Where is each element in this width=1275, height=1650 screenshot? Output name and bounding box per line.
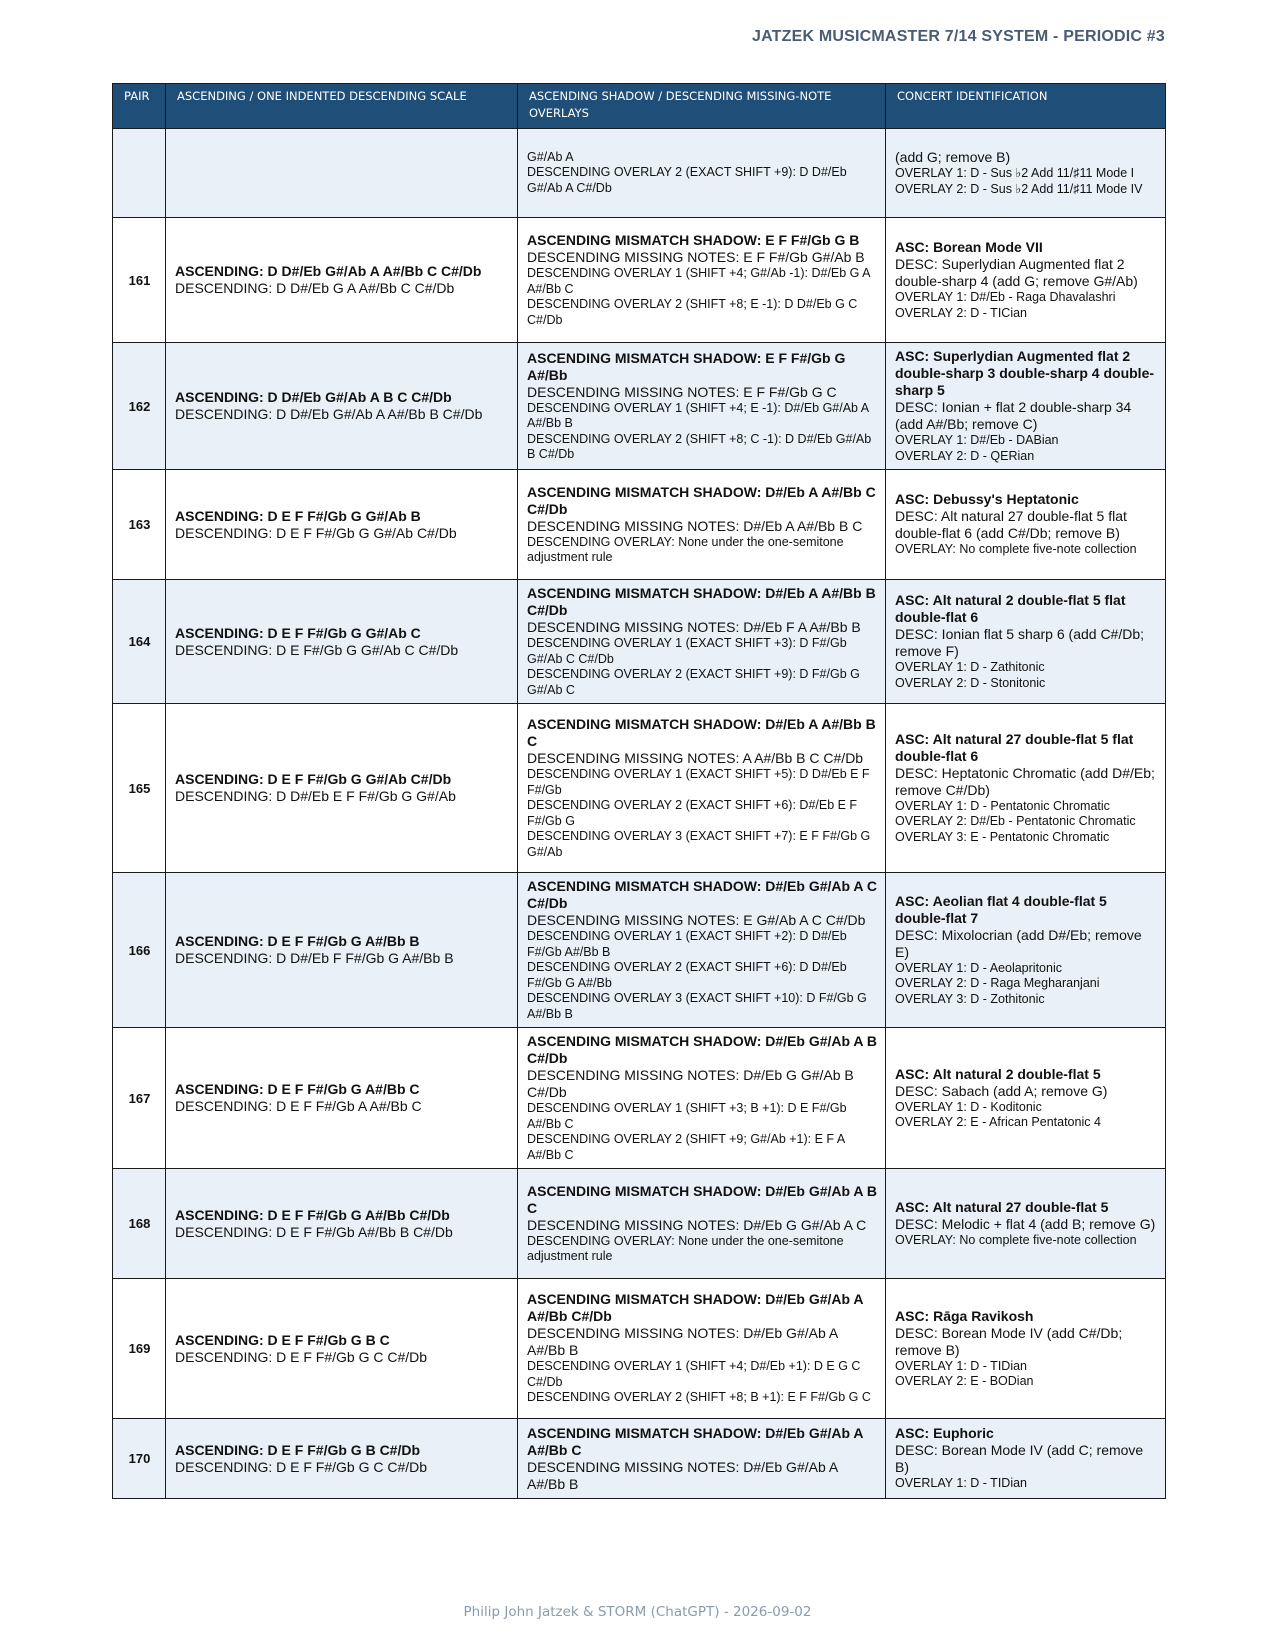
column-header-scale: ASCENDING / ONE INDENTED DESCENDING SCALE [166, 84, 518, 129]
descending-scale: DESCENDING: D E F F#/Gb G C C#/Db [175, 1458, 428, 1475]
concert-overlay: OVERLAY 1: D - Sus ♭2 Add 11/♯11 Mode I [895, 166, 1135, 180]
concert-overlay: OVERLAY 1: D - TIDian [895, 1358, 1027, 1373]
concert-descending: DESC: Borean Mode IV (add C#/Db; remove B) [895, 1324, 1123, 1358]
scale-cell [166, 873, 518, 1028]
descending-scale: DESCENDING: D E F F#/Gb G C C#/Db [175, 1348, 428, 1365]
missing-notes: DESCENDING MISSING NOTES: E G#/Ab A C C#/Db [527, 912, 866, 928]
descending-scale: DESCENDING: D E F F#/Gb G G#/Ab C#/Db [175, 524, 457, 541]
overlay-line: DESCENDING OVERLAY 3 (EXACT SHIFT +7): E F F#/Gb G G#/Ab [527, 829, 871, 859]
shadow-cell [518, 1169, 886, 1279]
scale-cell [166, 1169, 518, 1279]
concert-ascending: ASC: Borean Mode VII [895, 239, 1043, 255]
pair-cell: 169 [113, 1279, 166, 1419]
table-row [113, 580, 1166, 704]
concert-cell [886, 704, 1166, 873]
mismatch-shadow: ASCENDING MISMATCH SHADOW: D#/Eb A A#/Bb B C [527, 716, 876, 749]
overlay-line: DESCENDING OVERLAY: None under the one-semitone adjustment rule [527, 534, 844, 564]
overlay-line: DESCENDING OVERLAY 2 (EXACT SHIFT +6): D D#/Eb F#/Gb G A#/Bb [527, 960, 847, 990]
concert-overlay: OVERLAY 2: D - Stonitonic [895, 675, 1046, 690]
concert-cell [886, 873, 1166, 1028]
concert-cell [886, 218, 1166, 343]
concert-ascending: ASC: Rāga Ravikosh [895, 1307, 1034, 1324]
mismatch-shadow: ASCENDING MISMATCH SHADOW: D#/Eb A A#/Bb C C#/Db [527, 483, 876, 517]
scale-cell [166, 1028, 518, 1169]
overlay-line: DESCENDING OVERLAY 2 (SHIFT +8; E -1): D D#/Eb G C C#/Db [527, 297, 858, 327]
pair-cell: 163 [113, 470, 166, 580]
shadow-cell [518, 704, 886, 873]
descending-scale: DESCENDING: D E F F#/Gb A A#/Bb C [175, 1098, 422, 1114]
concert-ascending: ASC: Alt natural 2 double-flat 5 [895, 1065, 1101, 1082]
concert-cell [886, 1028, 1166, 1169]
missing-notes: DESCENDING MISSING NOTES: D#/Eb G#/Ab A A#/Bb B [527, 1325, 838, 1359]
overlay-line: DESCENDING OVERLAY 1 (EXACT SHIFT +5): D D#/Eb E F F#/Gb [527, 767, 870, 797]
table-row [113, 704, 1166, 873]
table-row [113, 873, 1166, 1028]
overlay-line: DESCENDING OVERLAY 1 (EXACT SHIFT +2): D D#/Eb F#/Gb A#/Bb B [527, 929, 847, 959]
ascending-scale: ASCENDING: D E F F#/Gb G B C [175, 1331, 390, 1348]
scale-cell [166, 1279, 518, 1419]
page-title: JATZEK MUSICMASTER 7/14 SYSTEM - PERIODIC #3 [751, 28, 1165, 45]
table-header-row [113, 84, 1166, 129]
overlay-line: DESCENDING OVERLAY: None under the one-semitone adjustment rule [527, 1233, 844, 1263]
shadow-cell [518, 1028, 886, 1169]
concert-overlay: OVERLAY 2: D - Sus ♭2 Add 11/♯11 Mode IV [895, 181, 1143, 196]
concert-cell [886, 470, 1166, 580]
ascending-scale: ASCENDING: D E F F#/Gb G G#/Ab C [175, 624, 421, 641]
descending-scale: DESCENDING: D D#/Eb G#/Ab A A#/Bb B C#/Db [175, 406, 483, 422]
shadow-cell [518, 873, 886, 1028]
column-header-pair: PAIR [113, 84, 166, 129]
pair-cell: 162 [113, 343, 166, 470]
concert-ascending: ASC: Alt natural 2 double-flat 5 flat double-flat 6 [895, 592, 1126, 625]
concert-ascending: ASC: Alt natural 27 double-flat 5 [895, 1198, 1109, 1215]
mismatch-shadow: ASCENDING MISMATCH SHADOW: D#/Eb G#/Ab A A#/Bb C#/Db [527, 1291, 864, 1325]
overlay-line: DESCENDING OVERLAY 1 (SHIFT +4; G#/Ab -1): D#/Eb G A A#/Bb C [527, 266, 870, 296]
missing-notes: DESCENDING MISSING NOTES: D#/Eb G#/Ab A A#/Bb B [527, 1458, 838, 1492]
ascending-scale: ASCENDING: D E F F#/Gb G A#/Bb C#/Db [175, 1206, 450, 1223]
shadow-cell [518, 129, 886, 218]
pair-cell: 167 [113, 1028, 166, 1169]
concert-overlay: OVERLAY 1: D - Pentatonic Chromatic [895, 798, 1110, 813]
table-row [113, 1169, 1166, 1279]
concert-descending: DESC: Ionian + flat 2 double-sharp 34 (add A#/Bb; remove C) [895, 399, 1132, 432]
overlay-line: DESCENDING OVERLAY 3 (EXACT SHIFT +10): D F#/Gb G A#/Bb B [527, 991, 867, 1021]
ascending-scale: ASCENDING: D D#/Eb G#/Ab A B C C#/Db [175, 389, 452, 405]
concert-cell [886, 1279, 1166, 1419]
concert-overlay: OVERLAY 1: D - TIDian [895, 1476, 1027, 1491]
scale-cell [166, 343, 518, 470]
concert-descending: DESC: Heptatonic Chromatic (add D#/Eb; remove C#/Db) [895, 764, 1155, 798]
table-row [113, 1419, 1166, 1499]
missing-notes: DESCENDING MISSING NOTES: A A#/Bb B C C#/Db [527, 750, 864, 766]
overlay-line: DESCENDING OVERLAY 1 (SHIFT +4; E -1): D#/Eb G#/Ab A A#/Bb B [527, 400, 869, 430]
shadow-cell [518, 470, 886, 580]
mismatch-shadow: ASCENDING MISMATCH SHADOW: E F F#/Gb G B [527, 232, 860, 248]
concert-overlay: OVERLAY 2: D - TICian [895, 305, 1027, 320]
concert-ascending: ASC: Euphoric [895, 1425, 994, 1442]
scale-cell [166, 704, 518, 873]
scale-cell [166, 1419, 518, 1499]
pair-cell: 161 [113, 218, 166, 343]
table-row [113, 129, 1166, 218]
concert-cell [886, 129, 1166, 218]
missing-notes: DESCENDING MISSING NOTES: D#/Eb A A#/Bb B C [527, 517, 863, 534]
mismatch-shadow: ASCENDING MISMATCH SHADOW: D#/Eb G#/Ab A A#/Bb C [527, 1424, 864, 1458]
concert-descending: DESC: Ionian flat 5 sharp 6 (add C#/Db; remove F) [895, 626, 1145, 659]
mismatch-shadow: ASCENDING MISMATCH SHADOW: D#/Eb A A#/Bb B C#/Db [527, 585, 876, 618]
pair-cell: 170 [113, 1419, 166, 1499]
concert-overlay: OVERLAY 1: D#/Eb - Raga Dhavalashri [895, 290, 1116, 304]
concert-ascending: ASC: Aeolian flat 4 double-flat 5 double-flat 7 [895, 892, 1107, 926]
ascending-scale: ASCENDING: D E F F#/Gb G A#/Bb B [175, 933, 420, 949]
overlay-line: DESCENDING OVERLAY 2 (EXACT SHIFT +9): D D#/Eb G#/Ab A C#/Db [527, 165, 847, 195]
concert-cell [886, 580, 1166, 704]
ascending-scale: ASCENDING: D E F F#/Gb G B C#/Db [175, 1441, 421, 1458]
shadow-cell [518, 580, 886, 704]
ascending-scale: ASCENDING: D D#/Eb G#/Ab A A#/Bb C C#/Db [175, 263, 482, 279]
concert-cell [886, 1169, 1166, 1279]
missing-notes: DESCENDING MISSING NOTES: D#/Eb G G#/Ab A C [527, 1216, 867, 1233]
concert-overlay: OVERLAY 1: D#/Eb - DABian [895, 433, 1059, 447]
overlay-line: DESCENDING OVERLAY 1 (EXACT SHIFT +3): D F#/Gb G#/Ab C C#/Db [527, 636, 847, 666]
ascending-scale: ASCENDING: D E F F#/Gb G G#/Ab B [175, 507, 421, 524]
concert-descending: DESC: Sabach (add A; remove G) [895, 1082, 1108, 1099]
scale-cell [166, 129, 518, 218]
table-row [113, 218, 1166, 343]
concert-overlay: OVERLAY 3: D - Zothitonic [895, 991, 1045, 1006]
mismatch-shadow: ASCENDING MISMATCH SHADOW: D#/Eb G#/Ab A B C [527, 1182, 878, 1216]
table-row [113, 343, 1166, 470]
concert-overlay: OVERLAY 3: E - Pentatonic Chromatic [895, 829, 1110, 844]
ascending-scale: ASCENDING: D E F F#/Gb G A#/Bb C [175, 1081, 420, 1097]
descending-scale: DESCENDING: D E F#/Gb G G#/Ab C C#/Db [175, 641, 459, 658]
concert-overlay: OVERLAY 1: D - Aeolapritonic [895, 960, 1062, 975]
concert-overlay: OVERLAY 2: D - Raga Megharanjani [895, 976, 1100, 991]
concert-descending: DESC: Melodic + flat 4 (add B; remove G) [895, 1215, 1156, 1232]
pair-cell: 168 [113, 1169, 166, 1279]
mismatch-shadow: ASCENDING MISMATCH SHADOW: E F F#/Gb G A#/Bb [527, 349, 846, 383]
overlay-line: DESCENDING OVERLAY 2 (EXACT SHIFT +9): D F#/Gb G G#/Ab C [527, 667, 860, 697]
pair-cell: 164 [113, 580, 166, 704]
concert-overlay: OVERLAY 2: E - African Pentatonic 4 [895, 1115, 1101, 1129]
shadow-cell [518, 218, 886, 343]
pair-cell: 166 [113, 873, 166, 1028]
concert-ascending: ASC: Alt natural 27 double-flat 5 flat double-flat 6 [895, 730, 1134, 764]
table-row [113, 1279, 1166, 1419]
missing-notes: DESCENDING MISSING NOTES: E F F#/Gb G#/Ab B [527, 249, 865, 265]
mismatch-shadow: ASCENDING MISMATCH SHADOW: D#/Eb G#/Ab A B C#/Db [527, 1033, 878, 1066]
descending-scale: DESCENDING: D D#/Eb G A A#/Bb C C#/Db [175, 280, 455, 296]
concert-overlay: OVERLAY 2: D#/Eb - Pentatonic Chromatic [895, 814, 1136, 829]
shadow-cell [518, 1279, 886, 1419]
overlay-line: DESCENDING OVERLAY 1 (SHIFT +3; B +1): D E F#/Gb A#/Bb C [527, 1101, 847, 1131]
concert-ascending: ASC: Superlydian Augmented flat 2 double-sharp 3 double-sharp 4 double-sharp 5 [895, 348, 1155, 398]
column-header-concert: CONCERT IDENTIFICATION [886, 84, 1166, 129]
concert-descending: DESC: Mixolocrian (add D#/Eb; remove E) [895, 926, 1142, 960]
concert-descending: DESC: Alt natural 27 double-flat 5 flat double-flat 6 (add C#/Db; remove B) [895, 508, 1127, 542]
table-row [113, 1028, 1166, 1169]
column-header-shadow: ASCENDING SHADOW / DESCENDING MISSING-NOTE OVERLAYS [518, 84, 886, 129]
concert-ascending: ASC: Debussy's Heptatonic [895, 491, 1079, 508]
missing-notes: DESCENDING MISSING NOTES: D#/Eb G G#/Ab B C#/Db [527, 1067, 854, 1100]
overlay-line: G#/Ab A [527, 149, 574, 164]
descending-scale: DESCENDING: D E F F#/Gb A#/Bb B C#/Db [175, 1223, 453, 1240]
mismatch-shadow: ASCENDING MISMATCH SHADOW: D#/Eb G#/Ab A C C#/Db [527, 878, 878, 911]
concert-descending: (add G; remove B) [895, 149, 1011, 165]
concert-descending: DESC: Superlydian Augmented flat 2 double-sharp 4 (add G; remove G#/Ab) [895, 256, 1138, 289]
concert-cell [886, 343, 1166, 470]
descending-scale: DESCENDING: D D#/Eb F F#/Gb G A#/Bb B [175, 950, 454, 966]
concert-cell [886, 1419, 1166, 1499]
concert-descending: DESC: Borean Mode IV (add C; remove B) [895, 1442, 1144, 1476]
overlay-line: DESCENDING OVERLAY 2 (EXACT SHIFT +6): D#/Eb E F F#/Gb G [527, 798, 858, 828]
ascending-scale: ASCENDING: D E F F#/Gb G G#/Ab C#/Db [175, 771, 452, 787]
scale-pairs-table [112, 83, 1166, 1499]
table-row [113, 470, 1166, 580]
concert-overlay: OVERLAY 2: E - BODian [895, 1374, 1034, 1388]
missing-notes: DESCENDING MISSING NOTES: D#/Eb F A A#/Bb B [527, 619, 861, 635]
page-footer: Philip John Jatzek & STORM (ChatGPT) - 2026-09-02 [463, 1604, 812, 1620]
pair-cell: 165 [113, 704, 166, 873]
concert-overlay: OVERLAY: No complete five-note collection [895, 1232, 1137, 1247]
shadow-cell [518, 1419, 886, 1499]
scale-cell [166, 580, 518, 704]
scale-cell [166, 470, 518, 580]
overlay-line: DESCENDING OVERLAY 2 (SHIFT +9; G#/Ab +1): E F A A#/Bb C [527, 1132, 845, 1162]
concert-overlay: OVERLAY 2: D - QERian [895, 448, 1035, 463]
overlay-line: DESCENDING OVERLAY 2 (SHIFT +8; C -1): D D#/Eb G#/Ab B C#/Db [527, 431, 872, 461]
scale-cell [166, 218, 518, 343]
concert-overlay: OVERLAY: No complete five-note collection [895, 542, 1137, 557]
missing-notes: DESCENDING MISSING NOTES: E F F#/Gb G C [527, 383, 837, 400]
concert-overlay: OVERLAY 1: D - Koditonic [895, 1099, 1042, 1114]
overlay-line: DESCENDING OVERLAY 1 (SHIFT +4; D#/Eb +1): D E G C C#/Db [527, 1359, 861, 1389]
descending-scale: DESCENDING: D D#/Eb E F F#/Gb G G#/Ab [175, 788, 456, 804]
concert-overlay: OVERLAY 1: D - Zathitonic [895, 660, 1045, 674]
pair-cell [113, 129, 166, 218]
shadow-cell [518, 343, 886, 470]
overlay-line: DESCENDING OVERLAY 2 (SHIFT +8; B +1): E F F#/Gb G C [527, 1390, 871, 1405]
